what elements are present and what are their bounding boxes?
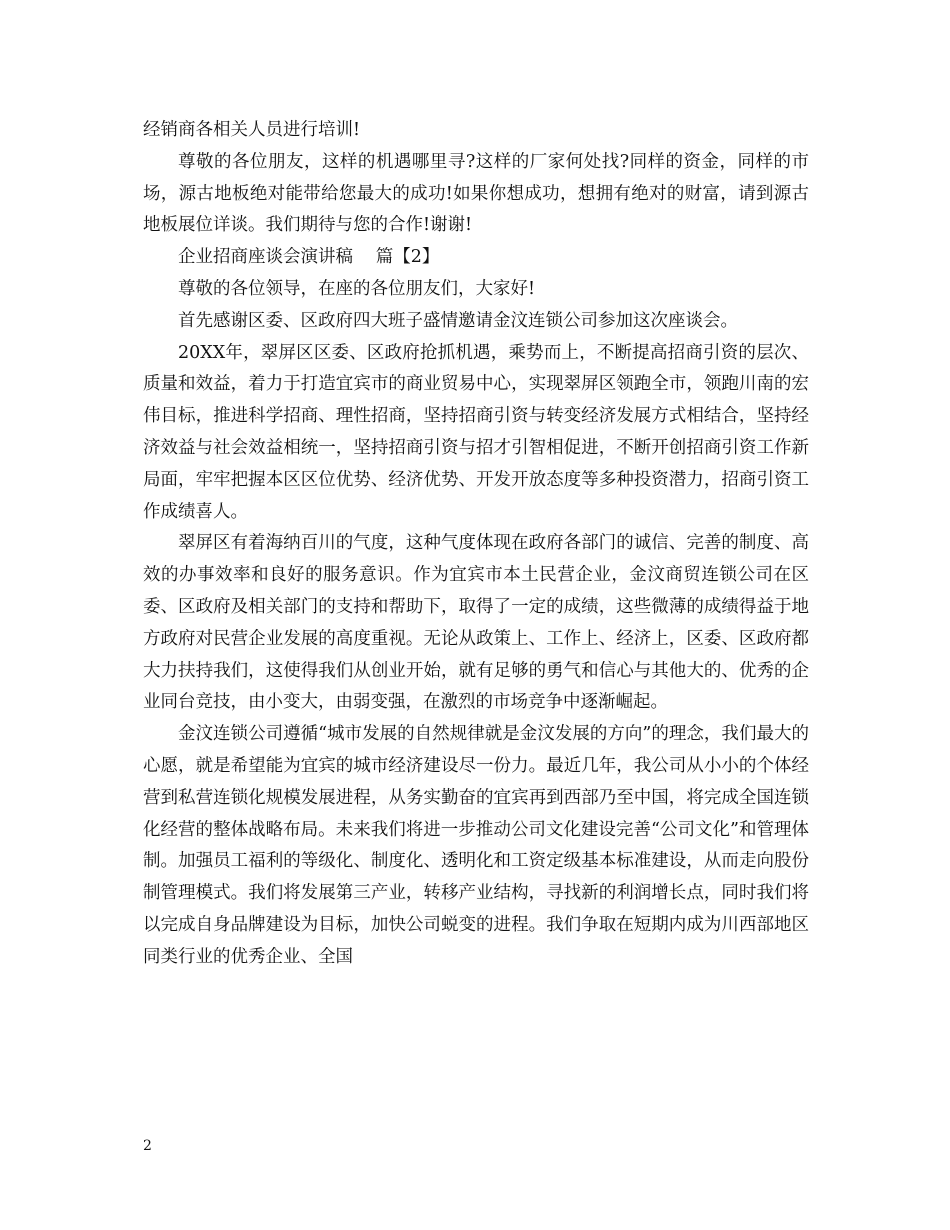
- paragraph-district-achievements: 20XX年，翠屏区区委、区政府抢抓机遇，乘势而上，不断提高招商引资的层次、质量和效益，着力于打造宜宾市的商业贸易中心，实现翠屏区领跑全市，领跑川南的宏伟目标，推进科学招商、理性招商，坚持招商引资与转变经济发展方式相结合，坚持经济效益与社会效益相统一，坚持招商引资与招才引智相促进，不断开创招商引资工作新局面，牢牢把握本区区位优势、经济优势、开发开放态度等多种投资潜力，招商引资工作成绩喜人。: [143, 342, 809, 522]
- document-body: [143, 115, 809, 974]
- paragraph-district-support: 翠屏区有着海纳百川的气度，这种气度体现在政府各部门的诚信、完善的制度、高效的办事效率和良好的服务意识。作为宜宾市本土民营企业，金汶商贸连锁公司在区委、区政府及相关部门的支持和帮助下，取得了一定的成绩，这些微薄的成绩得益于地方政府对民营企业发展的高度重视。无论从政策上、工作上、经济上，区委、区政府都大力扶持我们，这使得我们从创业开始，就有足够的勇气和信心与其他大的、优秀的企业同台竞技，由小变大，由弱变强，在激烈的市场竞争中逐渐崛起。: [143, 533, 809, 713]
- section-heading: [143, 242, 809, 274]
- section-heading-title: 企业招商座谈会演讲稿: [178, 247, 353, 268]
- paragraph-company-vision: 金汶连锁公司遵循“城市发展的自然规律就是金汶发展的方向”的理念，我们最大的心愿，就是希望能为宜宾的城市经济建设尽一份力。最近几年，我公司从小小的个体经营到私营连锁化规模发展进程，从务实勤奋的宜宾再到西部乃至中国，将完成全国连锁化经营的整体战略布局。未来我们将进一步推动公司文化建设完善“公司文化”和管理体制。加强员工福利的等级化、制度化、透明化和工资定级基本标准建设，从而走向股份制管理模式。我们将发展第三产业，转移产业结构，寻找新的利润增长点，同时我们将以完成自身品牌建设为目标，加快公司蜕变的进程。我们争取在短期内成为川西部地区同类行业的优秀企业、全国: [143, 724, 809, 967]
- paragraph-thanks: 首先感谢区委、区政府四大班子盛情邀请金汶连锁公司参加这次座谈会。: [178, 310, 738, 331]
- page-number: 2: [143, 1138, 152, 1154]
- paragraph-continuation: 经销商各相关人员进行培训!: [143, 120, 361, 140]
- section-heading-label: 篇【2】: [375, 247, 440, 268]
- paragraph-invitation: 尊敬的各位朋友，这样的机遇哪里寻?这样的厂家何处找?同样的资金，同样的市场，源古地板绝对能带给您最大的成功!如果你想成功，想拥有绝对的财富，请到源古地板展位详谈。我们期待与您的合作!谢谢!: [143, 151, 809, 236]
- paragraph-greeting: 尊敬的各位领导，在座的各位朋友们，大家好!: [178, 278, 536, 299]
